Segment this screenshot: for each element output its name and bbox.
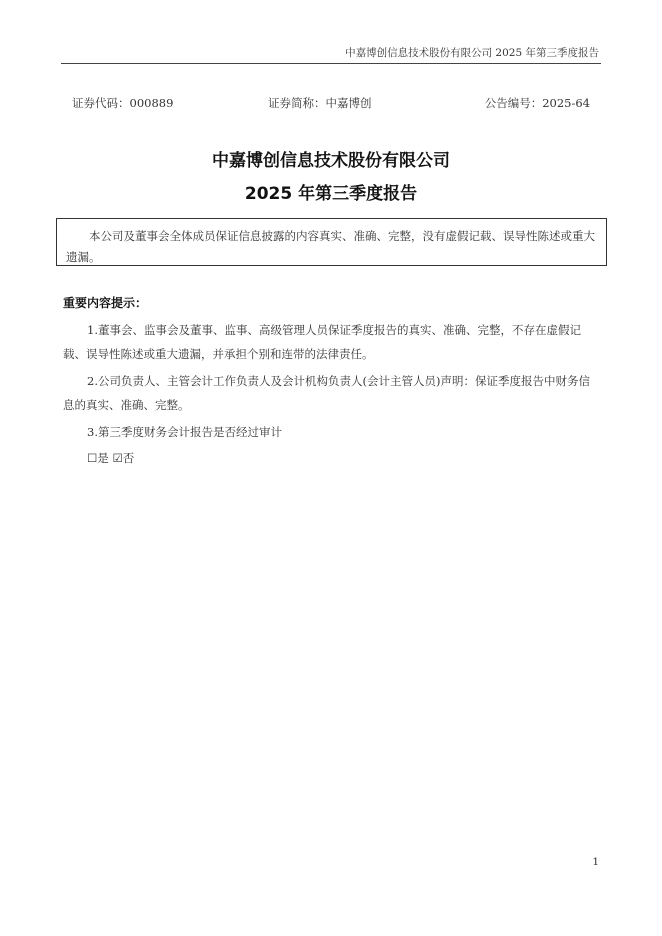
audit-checkbox-choice: ☐是 ☑否 (87, 451, 135, 465)
stock-code: 证券代码：000889 (72, 96, 174, 110)
header-rule (61, 63, 601, 64)
stock-short-name: 证券简称：中嘉博创 (268, 96, 372, 110)
running-header: 中嘉博创信息技术股份有限公司 2025 年第三季度报告 (345, 47, 599, 59)
page-number: 1 (592, 856, 599, 868)
report-title: 2025 年第三季度报告 (244, 184, 418, 204)
important-notice-heading: 重要内容提示： (63, 296, 148, 310)
company-title: 中嘉博创信息技术股份有限公司 (212, 151, 450, 171)
disclosure-statement-box: 本公司及董事会全体成员保证信息披露的内容真实、准确、完整，没有虚假记载、误导性陈述或重大遗漏。 (56, 218, 607, 266)
notice-item-1: 1.董事会、监事会及董事、监事、高级管理人员保证季度报告的真实、准确、完整，不存在虚假记载、误导性陈述或重大遗漏，并承担个别和连带的法律责任。 (63, 323, 581, 361)
notice-item-3: 3.第三季度财务会计报告是否经过审计 (87, 425, 282, 439)
announcement-number: 公告编号：2025-64 (484, 96, 590, 110)
notice-item-2: 2.公司负责人、主管会计工作负责人及会计机构负责人(会计主管人员)声明：保证季度报告中财务信息的真实、准确、完整。 (63, 374, 590, 412)
